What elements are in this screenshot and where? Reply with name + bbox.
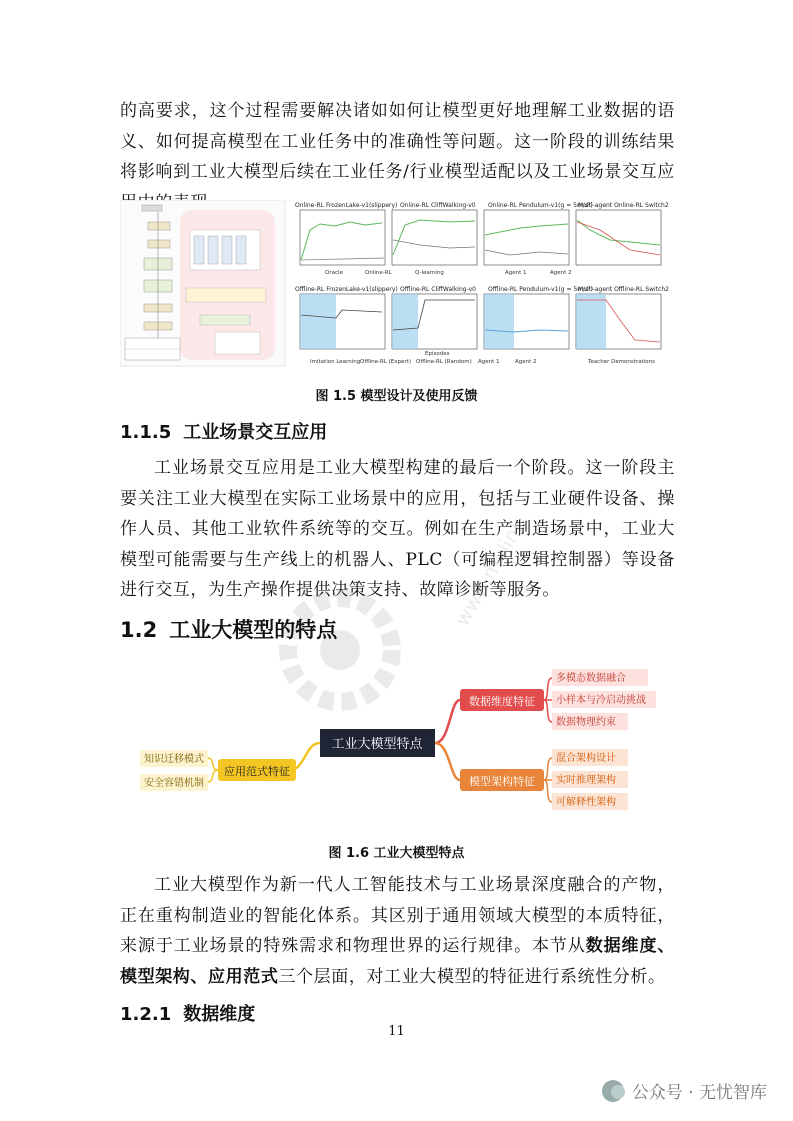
paragraph-intro: 的高要求，这个过程需要解决诸如如何让模型更好地理解工业数据的语义、如何提高模型在工业任务中的准确性等问题。这一阶段的训练结果将影响到工业大模型后续在工业任务/行业模型适配以及工业场景交互应	[120, 101, 675, 183]
para3-separator: 、	[190, 966, 209, 987]
para3-text-a: 工业大模型作为新一代人工智能技术与工业场景深度融合的产物，正在重构制造业的智能化体系。其区别于通用领域大模型的本质特征，来源于工业场景的特殊需求和物理世界的运行规律。本节从	[120, 875, 675, 957]
mindmap-leaf-label: 可解释性架构	[556, 797, 616, 808]
section-number: 1.1.5	[120, 422, 172, 443]
figure-1-5-caption: 图 1.5 模型设计及使用反馈	[315, 389, 478, 404]
plot-title-1: Online-RL FrozenLake-v1(slippery)	[295, 202, 398, 209]
paragraph-interaction: 工业场景交互应用是工业大模型构建的最后一个阶段。这一阶段主要关注工业大模型在实际工业场景中的应用，包括与工业硬件设备、操作人员、其他工业软件系统等的交互。例如在生产制造场景中，工业大模型可能需要与生产线上的机器人、PLC（可编程逻辑控制器）等设备进行交互，为生产操作提供决策支持、故障诊断等服务。	[120, 458, 675, 601]
section-heading-1-2-1	[120, 1000, 255, 1026]
section-title: 工业场景交互应用	[183, 422, 328, 443]
section-title: 工业大模型的特点	[169, 618, 338, 642]
para3-keyword: 应用范式	[208, 966, 279, 987]
section-number: 1.2	[120, 618, 158, 642]
figure-1-6-caption: 图 1.6 工业大模型特点	[328, 846, 465, 861]
top-legend-3: Q-learning	[415, 270, 444, 276]
plot-title-4: Multi-agent Online-RL Switch2	[578, 202, 669, 209]
bottom-legend-4: Agent 1	[478, 359, 500, 365]
para3-keyword: 数据维度	[585, 936, 658, 957]
watermark-text: www.mylink	[449, 513, 531, 631]
top-legend-5: Agent 2	[550, 270, 572, 276]
mindmap-leaf-label: 实时推理架构	[556, 775, 616, 786]
plot-title-8: Multi-agent Offline-RL Switch2	[578, 286, 669, 293]
footer-brand	[602, 1078, 767, 1103]
mindmap-leaf-label: 混合架构设计	[556, 753, 616, 764]
top-legend-2: Online-RL	[365, 270, 392, 276]
plot-title-2: Online-RL CliffWalking-v0	[400, 202, 476, 209]
page-number: 11	[388, 1024, 405, 1039]
figure-model-design-image	[120, 200, 670, 368]
mindmap-label-data: 数据维度特征	[469, 695, 535, 708]
watermark-gear-icon	[270, 580, 410, 720]
mindmap-leaf-label: 知识迁移模式	[144, 754, 204, 765]
bottom-legend-5: Agent 2	[515, 359, 537, 365]
para3-text-b: 三个层面，对工业大模型的特征进行系统性分析。	[278, 966, 666, 987]
bottom-legend-6: Teacher Demonstrations	[588, 359, 655, 365]
para3-keyword: 模型架构	[120, 966, 191, 987]
para3-separator: 、	[657, 936, 675, 957]
bottom-legend-1: Imitation Learning	[310, 359, 361, 365]
top-legend-1: Oracle	[325, 270, 343, 276]
bottom-legend-3: Offline-RL (Random)	[416, 359, 472, 365]
section-title: 数据维度	[183, 1004, 256, 1025]
paragraph-features	[120, 870, 675, 992]
mindmap-center-label: 工业大模型特点	[331, 737, 423, 752]
xlabel: Episodes	[425, 351, 450, 357]
plot-title-5: Offline-RL FrozenLake-v1(slippery)	[295, 286, 398, 293]
mindmap-leaf-label: 小样本与冷启动挑战	[556, 695, 646, 706]
mindmap-label-arch: 模型架构特征	[469, 775, 535, 788]
bottom-legend-2: Offline-RL (Expert)	[360, 359, 411, 365]
wechat-icon	[602, 1080, 624, 1102]
mindmap-leaf-label: 多模态数据融合	[556, 673, 626, 684]
plot-title-6: Offline-RL CliffWalking-v0	[400, 286, 476, 293]
mindmap-leaf-label: 安全容错机制	[144, 778, 204, 789]
section-heading-1-1-5	[120, 418, 327, 444]
section-number: 1.2.1	[120, 1004, 172, 1025]
mindmap-label-app: 应用范式特征	[224, 765, 290, 778]
footer-label: 公众号 · 无忧智库	[631, 1083, 767, 1103]
figure-model-design	[120, 200, 670, 368]
plot-title-7: Offline-RL Pendulum-v1(g = 5m/s²)	[488, 286, 594, 293]
mindmap-leaf-label: 数据物理约束	[556, 717, 616, 728]
plot-title-3: Online-RL Pendulum-v1(g = 5m/s²)	[488, 202, 593, 209]
top-legend-4: Agent 1	[505, 270, 527, 276]
